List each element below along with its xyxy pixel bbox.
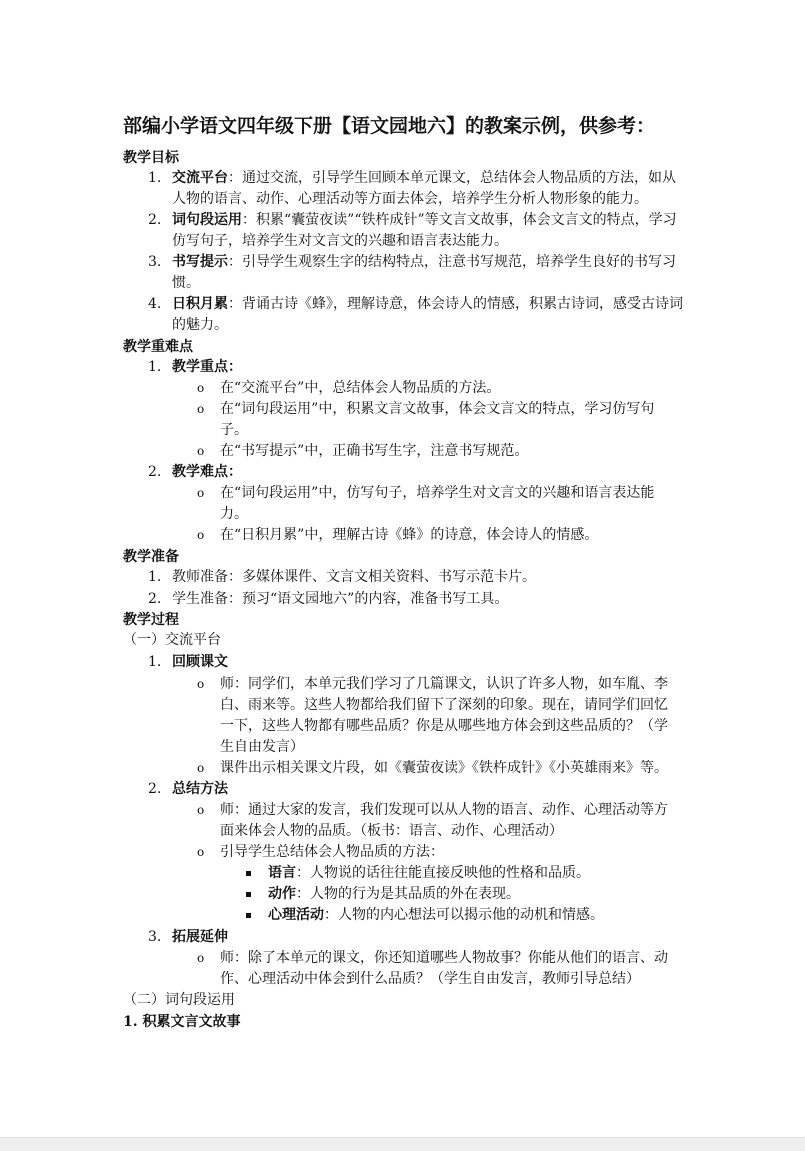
- step-label: 回顾课文: [172, 654, 228, 670]
- method-subitem: 心理活动：人物的内心想法可以揭示他的动机和情感。: [268, 907, 604, 923]
- process-heading: 教学过程: [123, 612, 179, 628]
- step-item: 师：同学们，本单元我们学习了几篇课文，认识了许多人物，如车胤、李白、雨来等。这些人物都给我们留下了深刻的印象。现在，请同学们回忆一下，这些人物都有哪些品质？你是从哪些地方体会到这些品质的？（学生自由发言）: [220, 676, 668, 755]
- goal-num: 2.: [148, 212, 162, 228]
- step-num: 2.: [148, 781, 162, 797]
- keypoint-item: 在“日积月累”中，理解古诗《蜂》的诗意，体会诗人的情感。: [220, 527, 599, 543]
- step-item: 课件出示相关课文片段，如《囊萤夜读》《铁杵成针》《小英雄雨来》等。: [220, 760, 668, 776]
- keypoint-label: 教学重点：: [172, 359, 242, 375]
- section-title: （一）交流平台: [123, 632, 221, 648]
- prep-item: 学生准备：预习“语文园地六”的内容，准备书写工具。: [172, 591, 509, 607]
- step-num: 3.: [148, 929, 162, 945]
- circle-bullet-icon: o: [197, 677, 205, 691]
- circle-bullet-icon: o: [197, 951, 205, 965]
- circle-bullet-icon: o: [197, 761, 205, 775]
- keypoints-heading: 教学重难点: [123, 339, 193, 355]
- keypoint-item: 在“书写提示”中，正确书写生字，注意书写规范。: [220, 443, 529, 459]
- circle-bullet-icon: o: [197, 845, 205, 859]
- prep-num: 1.: [148, 569, 162, 585]
- circle-bullet-icon: o: [197, 803, 205, 817]
- square-bullet-icon: [246, 892, 251, 897]
- square-bullet-icon: [246, 871, 251, 876]
- goal-num: 3.: [148, 254, 162, 270]
- step-label: 拓展延伸: [172, 929, 228, 945]
- method-subitem: 语言：人物说的话往往能直接反映他的性格和品质。: [268, 865, 590, 881]
- prep-heading: 教学准备: [123, 549, 179, 565]
- keypoint-num: 2.: [148, 464, 162, 480]
- step-item: 引导学生总结体会人物品质的方法：: [220, 844, 444, 860]
- goal-item: 日积月累：背诵古诗《蜂》，理解诗意，体会诗人的情感，积累古诗词，感受古诗词的魅力。: [172, 296, 683, 333]
- page-title: 部编小学语文四年级下册【语文园地六】的教案示例，供参考：: [123, 115, 656, 137]
- goal-num: 1.: [148, 170, 162, 186]
- goal-item: 交流平台：通过交流，引导学生回顾本单元课文，总结体会人物品质的方法，如从人物的语言、动作、心理活动等方面去体会，培养学生分析人物形象的能力。: [172, 170, 676, 207]
- step-num: 1.: [148, 654, 162, 670]
- prep-item: 教师准备：多媒体课件、文言文相关资料、书写示范卡片。: [172, 569, 536, 585]
- keypoint-num: 1.: [148, 359, 162, 375]
- page-bottom-edge: [0, 1137, 805, 1151]
- square-bullet-icon: [246, 913, 251, 918]
- method-subitem: 动作：人物的行为是其品质的外在表现。: [268, 886, 520, 902]
- keypoint-item: 在“交流平台”中，总结体会人物品质的方法。: [220, 380, 501, 396]
- keypoint-item: 在“词句段运用”中，积累文言文故事，体会文言文的特点，学习仿写句子。: [220, 401, 655, 438]
- goals-heading: 教学目标: [123, 150, 179, 166]
- prep-num: 2.: [148, 591, 162, 607]
- goal-item: 书写提示：引导学生观察生字的结构特点，注意书写规范，培养学生良好的书写习惯。: [172, 254, 676, 291]
- step-item: 师：通过大家的发言，我们发现可以从人物的语言、动作、心理活动等方面来体会人物的品质。（板书：语言、动作、心理活动）: [220, 802, 668, 839]
- section-title: （二）词句段运用: [123, 992, 235, 1008]
- circle-bullet-icon: o: [197, 402, 205, 416]
- circle-bullet-icon: o: [197, 486, 205, 500]
- circle-bullet-icon: o: [197, 444, 205, 458]
- goal-item: 词句段运用：积累“囊萤夜读”“铁杵成针”等文言文故事，体会文言文的特点，学习仿写句子，培养学生对文言文的兴趣和语言表达能力。: [172, 212, 677, 249]
- keypoint-label: 教学难点：: [172, 464, 242, 480]
- step-item: 师：除了本单元的课文，你还知道哪些人物故事？你能从他们的语言、动作、心理活动中体会到什么品质？（学生自由发言，教师引导总结）: [220, 950, 668, 987]
- circle-bullet-icon: o: [197, 381, 205, 395]
- step-label: 总结方法: [172, 781, 228, 797]
- section2-step: 1. 积累文言文故事: [123, 1014, 241, 1030]
- circle-bullet-icon: o: [197, 528, 205, 542]
- goal-num: 4.: [148, 296, 162, 312]
- keypoint-item: 在“词句段运用”中，仿写句子，培养学生对文言文的兴趣和语言表达能力。: [220, 485, 655, 522]
